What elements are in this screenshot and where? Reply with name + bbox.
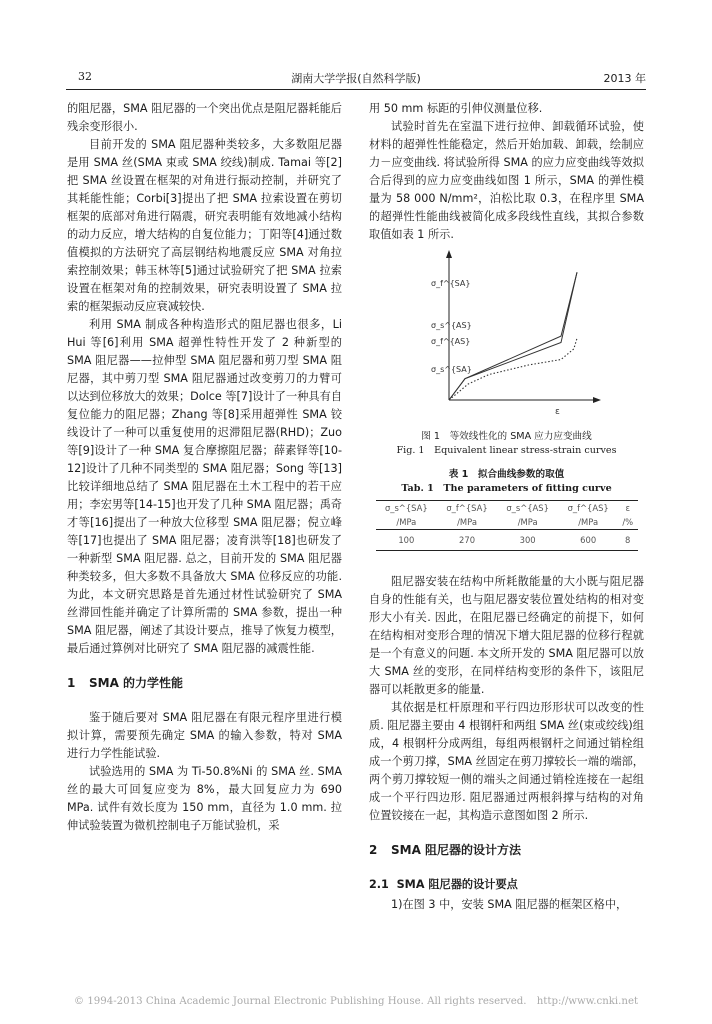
journal-year: 2013 年 — [603, 72, 646, 85]
copyright-footer: © 1994-2013 China Academic Journal Electronic Publishing House. All rights reserved. http://www.cnki.net — [73, 996, 639, 1007]
figure-caption-en: Fig. 1 Equivalent linear stress-strain curves — [396, 445, 617, 456]
paragraph: 1)在图 3 中，安装 SMA 阻尼器的框架区格中， — [391, 898, 628, 911]
table-caption-cn: 表 1 拟合曲线参数的取值 — [448, 469, 565, 480]
paragraph: 利用 SMA 制成各种构造形式的阻尼器也很多，Li Hui 等[6]利用 SMA 超弹性特性开发了 2 种新型的 SMA 阻尼器——拉伸型 SMA 阻尼器和剪刀型 SMA 阻尼器，其中剪刀型 SMA 阻尼器通过改变剪刀的力臂可以达到位移放大的效果；Dolce 等[7]设计了一种具有自复位能力的阻尼器；Zhang 等[8]采用超弹性 SMA 铰线设计了一种可以重复使用的迟滞阻尼器(RHD)；Zuo 等[9]设计了一种 SMA 复合摩擦阻尼器；薛素铎等[10-12]设计了几种不同类型的 SMA 阻尼器；Song 等[13]比较详细地总结了 SMA 阻尼器在土木工程中的若干应用；李宏男等[14-15]也开发了几种 SMA 阻尼器；禹奇才等[16]提出了一种放大位移型 SMA 阻尼器；倪立峰等[17]也提出了 SMA 阻尼器；凌育洪等[18]也研发了一种新型 SMA 阻尼器. 总之，目前开发的 SMA 阻尼器种类较多，但大多数不具备放大 SMA 位移反应的功能. 为此，本文研究思路是首先通过材性试验研究了 SMA 丝滞回性能并确定了计算所需的 SMA 参数，提出一种 SMA 阻尼器，阐述了其设计要点，推导了恢复力模型，最后通过算例对比研究了 SMA 阻尼器的减震性能. — [67, 318, 342, 655]
table-header: σ_f^{AS} — [558, 501, 618, 516]
section-number: 1 — [67, 676, 76, 690]
subsection-title: SMA 阻尼器的设计要点 — [396, 878, 518, 891]
right-column — [369, 100, 644, 914]
table-cell: 8 — [618, 530, 638, 551]
section-title: SMA 的力学性能 — [89, 676, 184, 690]
label-epsilon: ε — [555, 407, 560, 417]
paragraph: 试验选用的 SMA 为 Ti-50.8%Ni 的 SMA 丝. SMA 丝的最大可回复应变为 8%，最大回复应力为 690 MPa. 试件有效长度为 150 mm，直径为 1.0 mm. 拉伸试验装置为微机控制电子万能试验机，采 — [67, 765, 342, 832]
paragraph: 试验时首先在室温下进行拉伸、卸载循环试验，使材料的超弹性性能稳定，然后开始加载、卸载，绘制应力－应变曲线. 将试验所得 SMA 的应力应变曲线等效拟合后得到的应力应变曲线如图 1 所示，SMA 的弹性模量为 58 000 N/mm²，泊松比取 0.3，在程序里 SMA 的超弹性性能曲线被简化成多段线性直线，其拟合参数取值如表 1 所示. — [369, 120, 644, 241]
table-header: σ_f^{SA} — [437, 501, 497, 516]
paragraph: 用 50 mm 标距的引伸仪测量位移. — [369, 102, 543, 115]
figure-1 — [369, 244, 644, 430]
table-cell: 300 — [497, 530, 558, 551]
table-cell: 600 — [558, 530, 618, 551]
section-number: 2 — [369, 843, 378, 857]
subsection-heading — [369, 876, 644, 892]
table-cell: 100 — [376, 530, 438, 551]
table-unit: /MPa — [437, 515, 497, 530]
y-axis-arrow — [446, 250, 452, 258]
section-heading-1 — [67, 674, 342, 691]
paragraph: 目前开发的 SMA 阻尼器种类较多，大多数阻尼器是用 SMA 丝(SMA 束或 SMA 绞线)制成. Tamai 等[2]把 SMA 丝设置在框架的对角进行振动控制，并研究了其耗能性能；Corbi[3]提出了把 SMA 拉索设置在剪切框架的底部对角进行隔震，研究表明能有效地减小结构的动力反应，增大结构的自复位能力；丁阳等[4]通过数值模拟的方法研究了高层钢结构地震反应 SMA 对角拉索控制效果；韩玉林等[5]通过试验研究了把 SMA 拉索设置在框架对角的控制效果，研究表明设置了 SMA 拉索的框架振动反应衰减较快. — [67, 138, 342, 313]
table-cell: 270 — [437, 530, 497, 551]
header-rule — [66, 89, 646, 90]
table-unit: /% — [618, 515, 638, 530]
table-caption-en: Tab. 1 The parameters of fitting curve — [401, 483, 612, 494]
table-unit: /MPa — [497, 515, 558, 530]
table-row — [376, 530, 638, 551]
paragraph: 的阻尼器，SMA 阻尼器的一个突出优点是阻尼器耗能后残余变形很小. — [67, 102, 342, 133]
table-unit: /MPa — [558, 515, 618, 530]
stress-strain-chart — [409, 248, 609, 428]
label-sigma-f-sa: σ_f^{SA} — [431, 279, 471, 288]
paragraph: 鉴于随后要对 SMA 阻尼器在有限元程序里进行模拟计算，需要预先确定 SMA 的输入参数，特对 SMA 进行力学性能试验. — [67, 711, 342, 760]
label-sigma-s-as: σ_s^{AS} — [431, 321, 472, 330]
journal-title: 湖南大学学报(自然科学版) — [291, 72, 421, 85]
table-unit: /MPa — [376, 515, 438, 530]
paragraph: 其依据是杠杆原理和平行四边形形状可以改变的性质. 阻尼器主要由 4 根钢杆和两组 SMA 丝(束或绞线)组成，4 根钢杆分成两组，每组两根钢杆之间通过销栓组成一个剪刀撑，SMA 丝固定在剪刀撑较长一端的端部，两个剪刀撑较短一侧的端头之间通过销栓连接在一起组成一个平行四边形. 阻尼器通过两根斜撑与结构的对角位置铰接在一起，其构造示意图如图 2 所示. — [369, 701, 644, 822]
left-column — [67, 100, 342, 835]
section-title: SMA 阻尼器的设计方法 — [391, 843, 522, 857]
page-number: 32 — [78, 70, 92, 83]
label-sigma-s-sa: σ_s^{SA} — [431, 365, 472, 374]
subsection-number: 2.1 — [369, 878, 389, 891]
paragraph: 阻尼器安装在结构中所耗散能量的大小既与阻尼器自身的性能有关，也与阻尼器安装位置处结构的相对变形大小有关. 因此，在阻尼器已经确定的前提下，如何在结构相对变形合理的情况下增大阻尼器的位移行程就是一个有意义的问题. 本文所开发的 SMA 阻尼器可以放大 SMA 丝的变形，在同样结构变形的条件下，该阻尼器可以耗散更多的能量. — [369, 575, 644, 696]
label-sigma-f-as: σ_f^{AS} — [431, 337, 471, 346]
figure-caption-cn: 图 1 等效线性化的 SMA 应力应变曲线 — [421, 431, 592, 442]
table-header: ε — [618, 501, 638, 516]
section-heading-2 — [369, 841, 644, 858]
table-header: σ_s^{SA} — [376, 501, 438, 516]
table-header: σ_s^{AS} — [497, 501, 558, 516]
x-axis-arrow — [593, 397, 601, 403]
parameters-table — [376, 500, 638, 551]
